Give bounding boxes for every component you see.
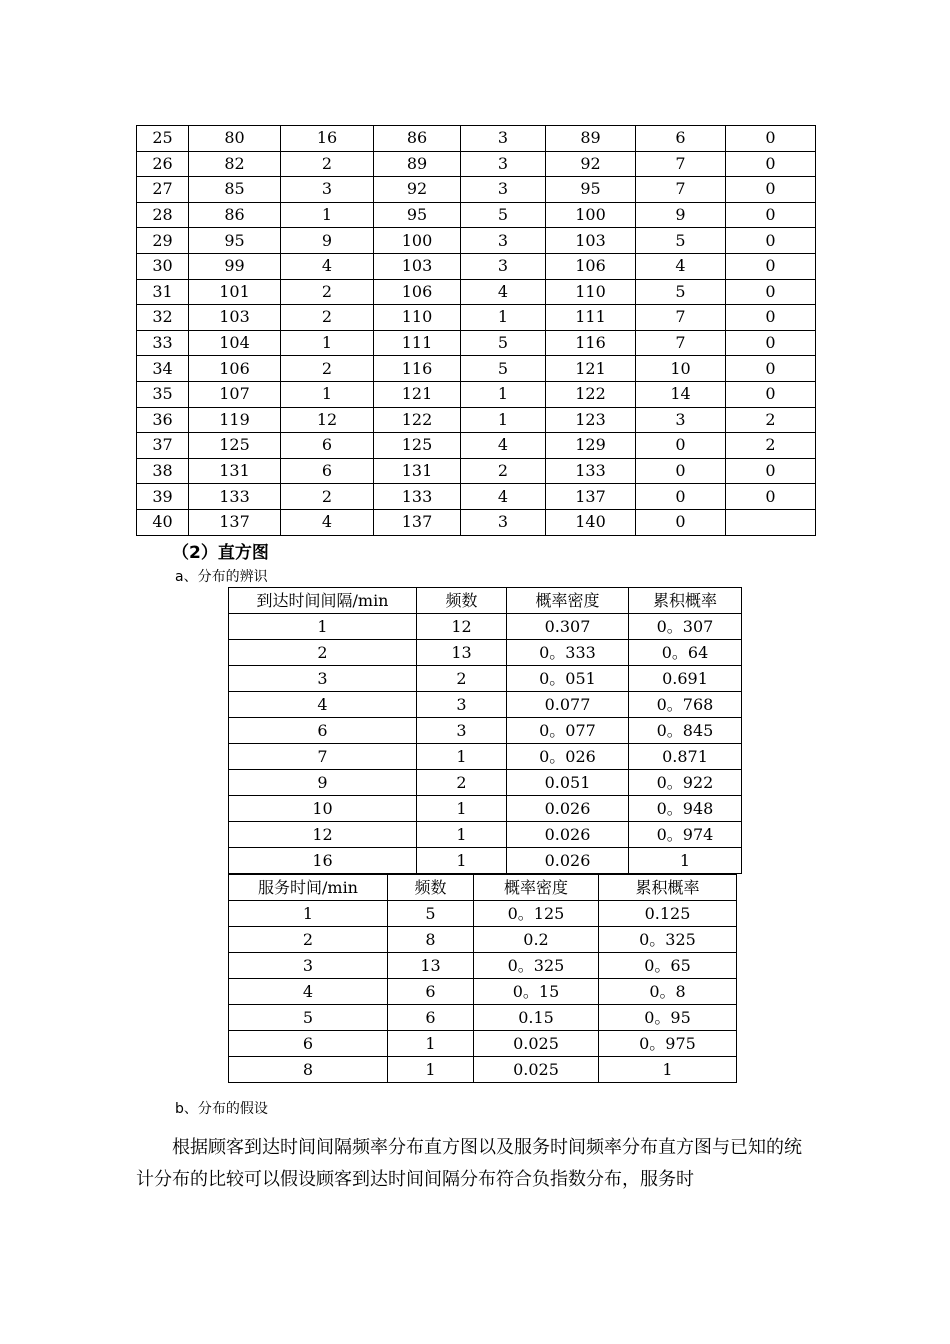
table-header-row [229,875,737,901]
table-cell: 5 [229,1005,388,1031]
table-cell: 107 [189,381,281,407]
service-time-table [228,874,737,1083]
table-cell: 121 [374,381,461,407]
table-cell: 110 [546,279,636,305]
table-cell: 36 [137,407,189,433]
table-cell: 0 [726,177,816,203]
table-cell: 16 [229,848,417,874]
column-header: 累积概率 [599,875,737,901]
table-cell: 3 [281,177,374,203]
table-cell: 1 [417,744,507,770]
table-cell: 0 [726,253,816,279]
table-cell: 1 [388,1031,474,1057]
table-cell: 8 [388,927,474,953]
table-cell: 82 [189,151,281,177]
table-cell: 38 [137,458,189,484]
table-cell: 1 [461,305,546,331]
arrival-interval-table [228,587,742,874]
table-row [229,901,737,927]
table-cell: 0.2 [474,927,599,953]
table-cell: 4 [636,253,726,279]
table-cell: 6 [229,718,417,744]
table-cell: 0。307 [629,614,742,640]
table-cell: 3 [417,692,507,718]
table-cell: 7 [636,305,726,331]
table-cell: 137 [374,509,461,535]
table-row [137,484,816,510]
table-cell: 103 [374,253,461,279]
table-cell: 131 [189,458,281,484]
table-cell: 3 [461,126,546,152]
table-cell: 12 [417,614,507,640]
table-cell: 9 [281,228,374,254]
table-cell: 0.871 [629,744,742,770]
table-cell: 121 [546,356,636,382]
table-cell: 122 [546,381,636,407]
table-cell: 0.026 [507,796,629,822]
table-cell: 3 [417,718,507,744]
table-cell: 5 [636,279,726,305]
table-cell: 133 [374,484,461,510]
table-cell: 103 [189,305,281,331]
table-cell: 92 [374,177,461,203]
table-cell: 4 [229,979,388,1005]
table-cell: 122 [374,407,461,433]
table-row [137,407,816,433]
table-row [229,979,737,1005]
table-cell: 25 [137,126,189,152]
table-cell: 37 [137,433,189,459]
column-header: 累积概率 [629,588,742,614]
table-cell: 26 [137,151,189,177]
table-cell: 3 [229,666,417,692]
table-row [137,330,816,356]
table-cell: 16 [281,126,374,152]
table-cell: 12 [281,407,374,433]
table-cell: 0。026 [507,744,629,770]
table-cell: 116 [374,356,461,382]
table-cell: 0 [636,433,726,459]
table-row [137,228,816,254]
table-cell: 85 [189,177,281,203]
table-cell: 2 [461,458,546,484]
table-row [137,381,816,407]
table-cell: 2 [281,151,374,177]
table-cell: 2 [281,356,374,382]
table-cell: 0。768 [629,692,742,718]
table-cell: 34 [137,356,189,382]
table-cell: 33 [137,330,189,356]
table-cell: 0。65 [599,953,737,979]
table-cell: 29 [137,228,189,254]
table-row [137,356,816,382]
table-cell: 0 [726,484,816,510]
table-cell: 0 [726,381,816,407]
table-cell: 0.051 [507,770,629,796]
subheading-b: b、分布的假设 [175,1101,268,1117]
table-row [229,822,742,848]
table-cell: 1 [417,848,507,874]
table-cell: 0.025 [474,1057,599,1083]
table-row [229,1057,737,1083]
table-cell: 0 [636,484,726,510]
table-cell: 35 [137,381,189,407]
table-cell: 100 [546,202,636,228]
table-cell: 106 [189,356,281,382]
table-row [137,151,816,177]
table-cell: 4 [229,692,417,718]
table-cell: 0。325 [474,953,599,979]
table-cell: 3 [636,407,726,433]
body-paragraph: 根据顾客到达时间间隔频率分布直方图以及服务时间频率分布直方图与已知的统计分布的比较可以假设顾客到达时间间隔分布符合负指数分布，服务时 [136,1137,802,1190]
table-cell: 1 [599,1057,737,1083]
subheading-a: a、分布的辨识 [175,569,268,585]
table-cell: 39 [137,484,189,510]
table-cell: 5 [636,228,726,254]
table-cell: 103 [546,228,636,254]
table-cell: 1 [281,381,374,407]
table-cell: 0 [726,330,816,356]
table-cell: 0。64 [629,640,742,666]
table-row [229,718,742,744]
table-cell: 0.026 [507,848,629,874]
table-cell: 1 [229,901,388,927]
table-cell: 9 [229,770,417,796]
table-cell: 2 [726,433,816,459]
table-cell: 4 [461,279,546,305]
table-cell: 1 [461,407,546,433]
table-cell: 0。948 [629,796,742,822]
table-row [229,640,742,666]
table-cell: 137 [546,484,636,510]
table-row [229,770,742,796]
table-cell: 6 [388,1005,474,1031]
column-header: 到达时间间隔/min [229,588,417,614]
table-cell: 0。325 [599,927,737,953]
table-cell: 3 [461,151,546,177]
table-row [137,253,816,279]
table-cell: 13 [388,953,474,979]
table-cell: 89 [374,151,461,177]
table-cell: 40 [137,509,189,535]
table-row [229,796,742,822]
table-cell: 14 [636,381,726,407]
table-cell: 12 [229,822,417,848]
table-row [137,279,816,305]
table-cell: 3 [461,509,546,535]
table-cell: 0 [726,228,816,254]
table-cell: 7 [229,744,417,770]
table-cell: 6 [388,979,474,1005]
table-row [229,848,742,874]
table-cell: 7 [636,177,726,203]
table-cell: 5 [388,901,474,927]
table-cell: 1 [461,381,546,407]
table-cell: 4 [281,509,374,535]
table-cell: 129 [546,433,636,459]
column-header: 频数 [388,875,474,901]
table-cell: 111 [374,330,461,356]
table-cell: 95 [374,202,461,228]
table-cell: 95 [546,177,636,203]
table-cell: 6 [229,1031,388,1057]
table-cell: 0 [636,509,726,535]
table-cell: 5 [461,330,546,356]
table-cell: 3 [229,953,388,979]
column-header: 概率密度 [474,875,599,901]
customer-timeline-table [136,125,816,536]
table-cell: 123 [546,407,636,433]
table-cell: 116 [546,330,636,356]
table-cell: 100 [374,228,461,254]
table-cell: 0。077 [507,718,629,744]
table-cell: 133 [546,458,636,484]
table-cell: 0 [726,279,816,305]
table-cell: 30 [137,253,189,279]
table-cell: 133 [189,484,281,510]
table-cell: 7 [636,330,726,356]
table-cell: 0。975 [599,1031,737,1057]
table-cell: 0 [726,151,816,177]
table-cell: 0.125 [599,901,737,927]
table-cell: 0.026 [507,822,629,848]
table-cell: 3 [461,253,546,279]
table-cell: 0。845 [629,718,742,744]
table-cell: 2 [417,770,507,796]
table-cell: 131 [374,458,461,484]
table-cell: 27 [137,177,189,203]
table-cell: 1 [281,202,374,228]
table-cell: 5 [461,356,546,382]
table-header-row [229,588,742,614]
table-cell: 119 [189,407,281,433]
table-cell: 32 [137,305,189,331]
table-row [229,614,742,640]
table-cell: 4 [461,484,546,510]
table-cell: 2 [229,640,417,666]
table-cell: 125 [189,433,281,459]
section-heading: （2）直方图 [172,543,269,563]
table-cell: 140 [546,509,636,535]
table-cell: 1 [281,330,374,356]
table-cell: 0。8 [599,979,737,1005]
table-cell: 10 [229,796,417,822]
table-cell: 1 [629,848,742,874]
table-cell: 86 [189,202,281,228]
table-row [229,953,737,979]
table-cell: 104 [189,330,281,356]
table-cell: 80 [189,126,281,152]
table-cell: 137 [189,509,281,535]
table-cell: 0 [726,356,816,382]
table-cell: 0.15 [474,1005,599,1031]
table-cell: 2 [281,484,374,510]
table-cell: 106 [546,253,636,279]
table-cell: 2 [229,927,388,953]
table-cell: 4 [281,253,374,279]
table-row [137,305,816,331]
table-row [137,458,816,484]
table-cell: 0。125 [474,901,599,927]
table-cell: 1 [417,796,507,822]
table-cell: 2 [281,305,374,331]
table-cell: 2 [417,666,507,692]
table-cell: 6 [281,433,374,459]
table-cell: 7 [636,151,726,177]
table-cell: 0.691 [629,666,742,692]
table-row [229,744,742,770]
table-cell: 0.025 [474,1031,599,1057]
table-cell: 110 [374,305,461,331]
table-cell: 125 [374,433,461,459]
table-cell: 0.077 [507,692,629,718]
table-cell: 3 [461,228,546,254]
table-row [229,692,742,718]
table-cell: 0。922 [629,770,742,796]
table-cell: 9 [636,202,726,228]
table-cell: 3 [461,177,546,203]
table-cell: 0 [726,202,816,228]
table-cell: 10 [636,356,726,382]
table-cell: 95 [189,228,281,254]
column-header: 服务时间/min [229,875,388,901]
table-cell: 86 [374,126,461,152]
column-header: 概率密度 [507,588,629,614]
table-cell: 0。974 [629,822,742,848]
table-cell: 1 [417,822,507,848]
table-cell: 5 [461,202,546,228]
table-cell: 0 [726,458,816,484]
table-row [137,126,816,152]
table-cell: 89 [546,126,636,152]
table-cell: 0.307 [507,614,629,640]
table-cell: 99 [189,253,281,279]
table-cell: 0。15 [474,979,599,1005]
table-cell: 6 [281,458,374,484]
table-cell: 92 [546,151,636,177]
table-cell: 13 [417,640,507,666]
table-row [229,1031,737,1057]
column-header: 频数 [417,588,507,614]
table-cell: 0。333 [507,640,629,666]
table-cell [726,509,816,535]
table-row [229,666,742,692]
table-cell: 31 [137,279,189,305]
table-cell: 4 [461,433,546,459]
table-cell: 6 [636,126,726,152]
table-cell: 101 [189,279,281,305]
table-cell: 0 [726,126,816,152]
table-row [229,1005,737,1031]
table-cell: 2 [281,279,374,305]
table-row [137,202,816,228]
table-cell: 0 [726,305,816,331]
table-cell: 0。051 [507,666,629,692]
table-cell: 106 [374,279,461,305]
table-row [229,927,737,953]
table-row [137,509,816,535]
table-row [137,433,816,459]
table-cell: 8 [229,1057,388,1083]
table-cell: 0 [636,458,726,484]
table-cell: 1 [388,1057,474,1083]
table-cell: 1 [229,614,417,640]
table-row [137,177,816,203]
table-cell: 0。95 [599,1005,737,1031]
table-cell: 28 [137,202,189,228]
table-cell: 2 [726,407,816,433]
table-cell: 111 [546,305,636,331]
